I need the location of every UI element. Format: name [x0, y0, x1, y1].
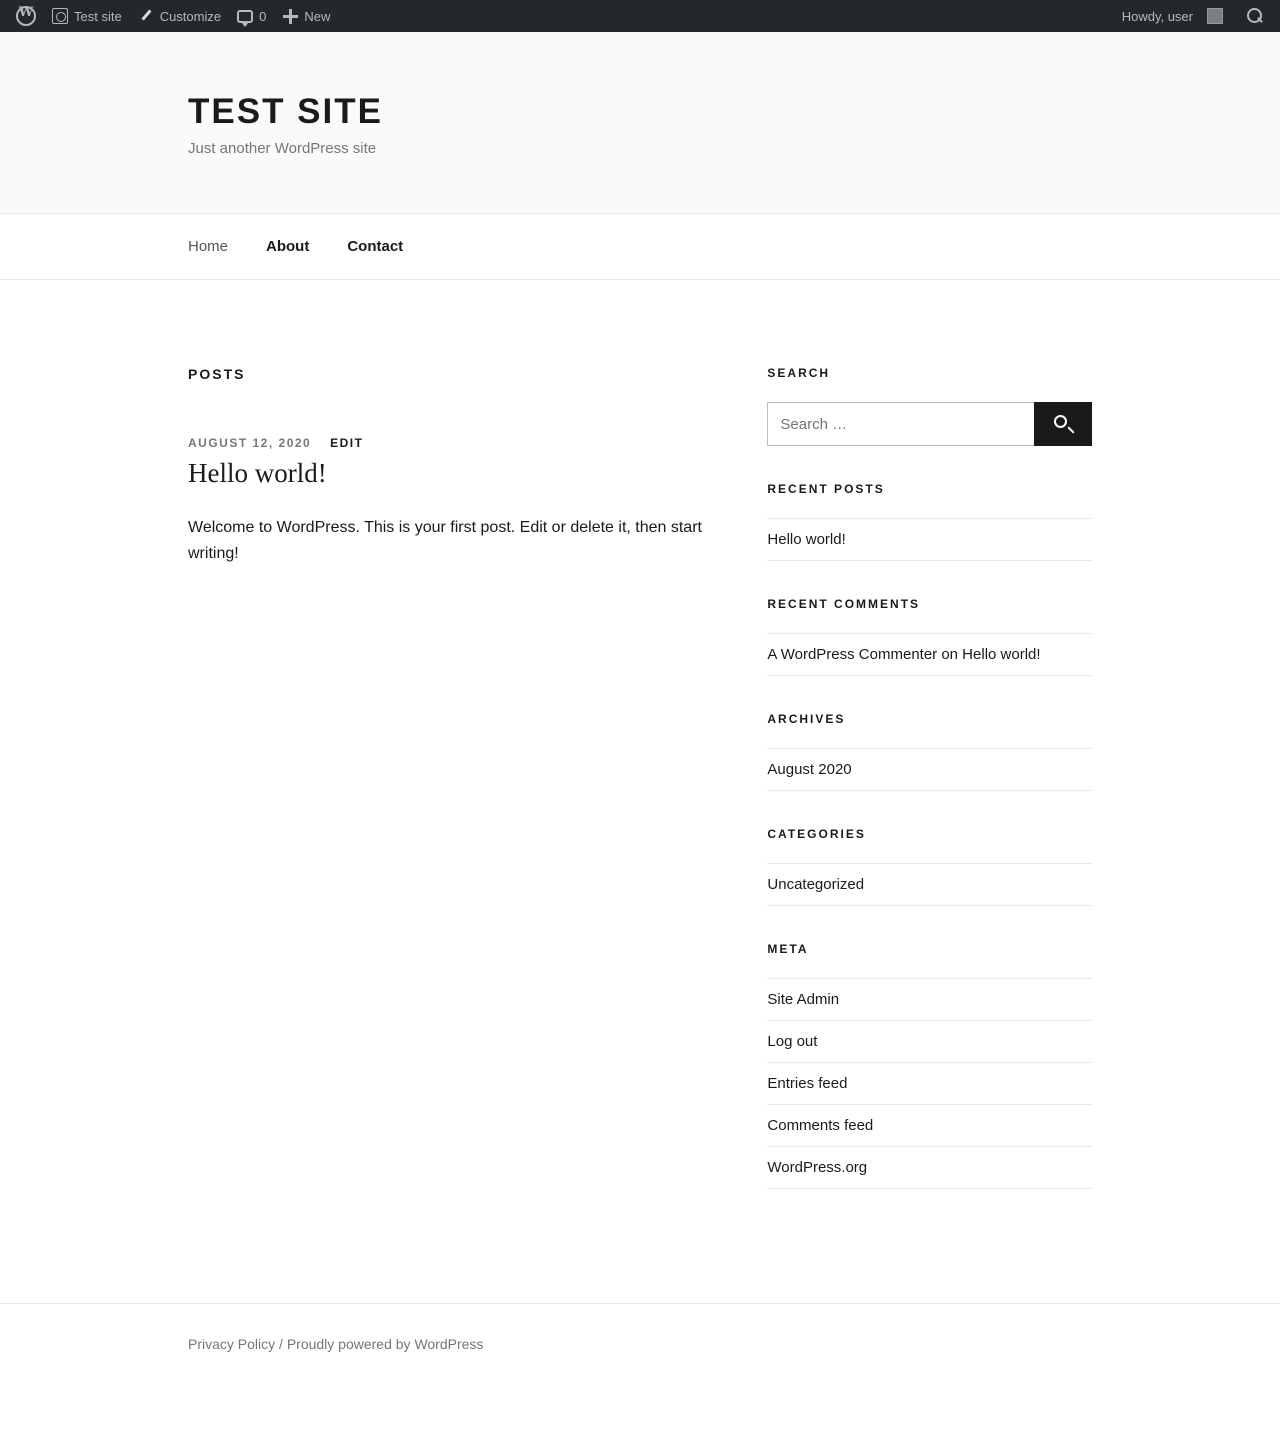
post-meta	[188, 436, 707, 450]
post-content	[188, 515, 707, 567]
list-item[interactable]	[767, 518, 1092, 561]
meta-link-comments-feed[interactable]: Comments feed	[767, 1117, 874, 1134]
content-area	[188, 280, 1092, 1225]
post-edit-link[interactable]: EDIT	[330, 436, 364, 450]
list-item[interactable]	[767, 1105, 1092, 1147]
site-header	[0, 32, 1280, 214]
archives-list	[767, 748, 1092, 791]
adminbar-customize[interactable]	[130, 0, 229, 32]
search-icon	[1247, 8, 1264, 25]
post-title[interactable]: Hello world!	[188, 458, 327, 488]
list-item[interactable]	[767, 1147, 1092, 1189]
meta-link-entries-feed[interactable]: Entries feed	[767, 1075, 848, 1092]
categories-list	[767, 863, 1092, 906]
adminbar-new[interactable]	[274, 0, 338, 32]
widget-archives-title: ARCHIVES	[767, 712, 846, 726]
nav-item-about[interactable]: About	[266, 238, 310, 255]
footer-separator: /	[279, 1336, 283, 1352]
adminbar-howdy-label: Howdy, user	[1121, 8, 1193, 24]
adminbar-comments[interactable]	[229, 0, 274, 32]
search-input[interactable]	[767, 402, 1034, 446]
recent-post-link[interactable]: Hello world!	[767, 531, 846, 548]
site-description: Just another WordPress site	[188, 140, 377, 157]
list-item[interactable]	[767, 748, 1092, 791]
search-icon	[1054, 415, 1067, 428]
search-submit-button[interactable]	[1034, 402, 1092, 446]
widget-categories	[767, 827, 1092, 906]
adminbar-new-label: New	[304, 8, 331, 24]
page-title[interactable]: TEST SITE	[188, 92, 383, 131]
main-content	[188, 366, 707, 567]
recent-comments-list	[767, 633, 1092, 676]
adminbar-site-name-label: Test site	[74, 8, 122, 24]
post-article	[188, 436, 707, 567]
meta-link-site-admin[interactable]: Site Admin	[767, 991, 840, 1008]
widget-recent-comments	[767, 597, 1092, 676]
footer-credits	[188, 1336, 1092, 1352]
footer-privacy-policy-link[interactable]: Privacy Policy	[188, 1336, 276, 1352]
widget-recent-comments-title: RECENT COMMENTS	[767, 597, 921, 611]
avatar	[1207, 8, 1223, 24]
list-item[interactable]	[767, 1063, 1092, 1105]
site-footer	[0, 1303, 1280, 1392]
nav-item-home[interactable]: Home	[188, 238, 229, 255]
nav-item-contact[interactable]: Contact	[347, 238, 404, 255]
widget-search-title: SEARCH	[767, 366, 831, 380]
list-item[interactable]	[767, 1021, 1092, 1063]
adminbar-wp-logo[interactable]	[8, 0, 44, 32]
adminbar-customize-label: Customize	[159, 8, 222, 24]
widget-meta	[767, 942, 1092, 1189]
post-date-link[interactable]: AUGUST 12, 2020	[188, 436, 312, 450]
posts-heading: POSTS	[188, 366, 246, 382]
footer-wordpress-credit-link[interactable]: Proudly powered by WordPress	[286, 1336, 484, 1352]
adminbar-site-name[interactable]	[44, 0, 130, 32]
recent-posts-list	[767, 518, 1092, 561]
list-item[interactable]: A WordPress Commenter on Hello world!	[767, 633, 1092, 676]
site-icon	[52, 8, 68, 24]
pencil-icon	[138, 8, 154, 24]
comment-bubble-icon	[237, 10, 253, 23]
widget-search	[767, 366, 1092, 446]
widget-categories-title: CATEGORIES	[767, 827, 866, 841]
adminbar-search[interactable]	[1231, 0, 1272, 32]
adminbar-my-account[interactable]	[1114, 0, 1231, 32]
meta-list	[767, 978, 1092, 1189]
wordpress-logo-icon	[16, 6, 36, 26]
widget-meta-title: META	[767, 942, 809, 956]
widget-archives	[767, 712, 1092, 791]
widget-recent-posts-title: RECENT POSTS	[767, 482, 885, 496]
admin-bar	[0, 0, 1280, 32]
post-body-text: Welcome to WordPress. This is your first post. Edit or delete it, then start writing!	[188, 519, 702, 562]
search-icon-handle	[1067, 426, 1074, 433]
search-form	[767, 402, 1092, 446]
meta-link-log-out[interactable]: Log out	[767, 1033, 818, 1050]
list-item[interactable]	[767, 863, 1092, 906]
meta-link-wordpress-org[interactable]: WordPress.org	[767, 1159, 868, 1176]
archive-link[interactable]: August 2020	[767, 761, 852, 778]
widget-recent-posts	[767, 482, 1092, 561]
category-link[interactable]: Uncategorized	[767, 876, 865, 893]
sidebar	[767, 366, 1092, 1225]
primary-navigation	[0, 214, 1280, 280]
adminbar-comments-count: 0	[259, 8, 267, 24]
adminbar-right-group	[1114, 0, 1272, 32]
plus-icon	[282, 8, 298, 24]
list-item[interactable]	[767, 978, 1092, 1021]
